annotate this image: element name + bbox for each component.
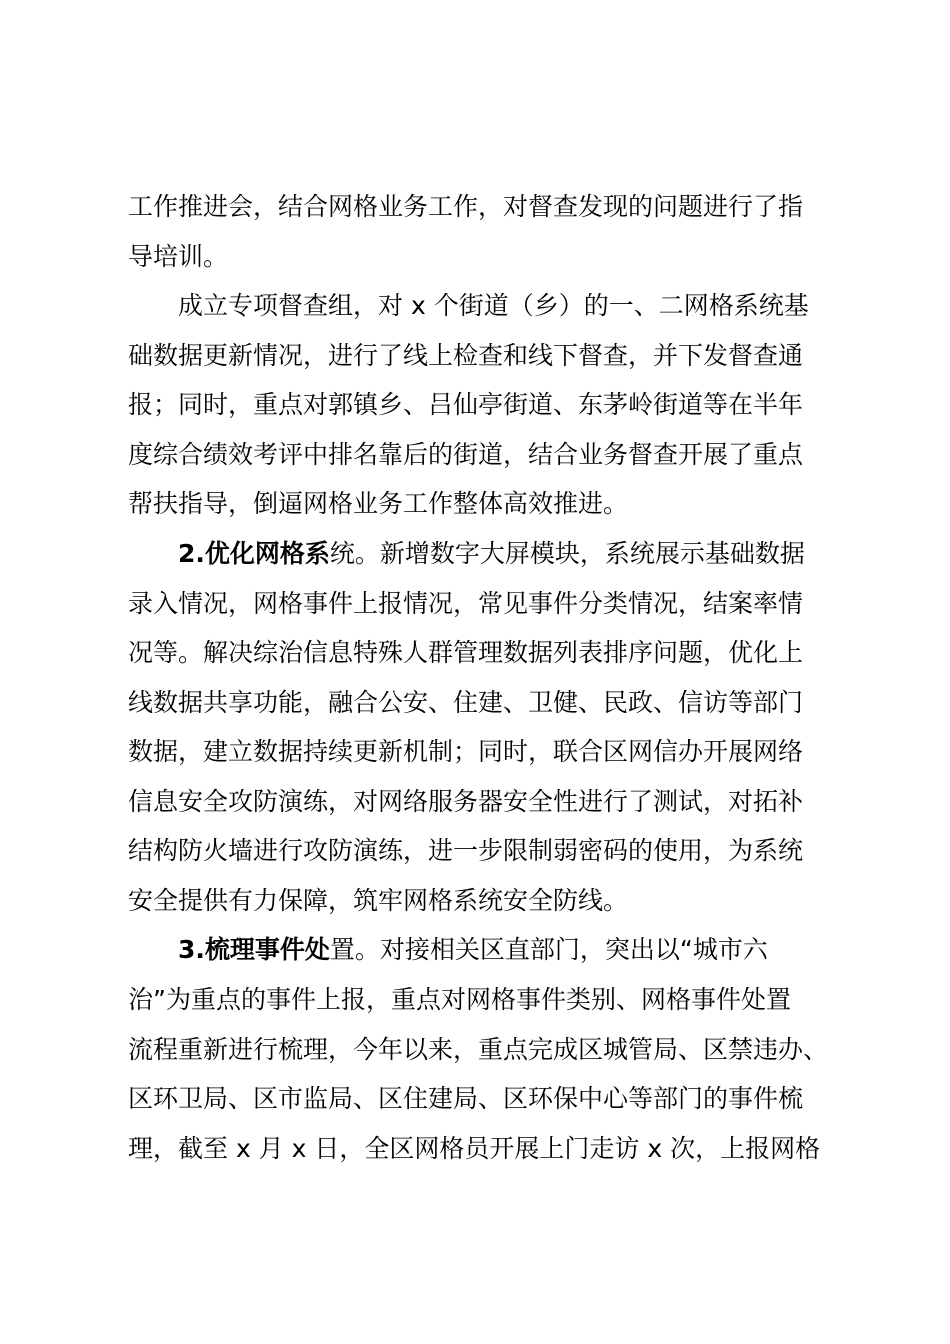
section-heading: 2.优化网格系 <box>178 539 330 568</box>
paragraph-line: 报；同时，重点对郭镇乡、吕仙亭街道、东茅岭街道等在半年 <box>128 390 804 419</box>
paragraph-line: 治”为重点的事件上报，重点对网格事件类别、网格事件处置 <box>128 985 791 1014</box>
paragraph-line: 安全提供有力保障，筑牢网格系统安全防线。 <box>128 886 629 915</box>
paragraph-line: 导培训。 <box>128 242 229 271</box>
paragraph-line: 信息安全攻防演练，对网络服务器安全性进行了测试，对拓补 <box>128 787 804 816</box>
paragraph-line: 成立专项督查组，对 x 个街道（乡）的一、二网格系统基 <box>178 291 809 320</box>
section-heading: 3.梳理事件处 <box>178 935 330 964</box>
paragraph-line: 结构防火墙进行攻防演练，进一步限制弱密码的使用，为系统 <box>128 836 804 865</box>
paragraph-line: 线数据共享功能，融合公安、住建、卫健、民政、信访等部门 <box>128 688 804 717</box>
paragraph-line: 区环卫局、区市监局、区住建局、区环保中心等部门的事件梳 <box>128 1084 804 1113</box>
paragraph-line: 况等。解决综治信息特殊人群管理数据列表排序问题，优化上 <box>128 638 804 667</box>
paragraph-line: 流程重新进行梳理，今年以来，重点完成区城管局、区禁违办、 <box>128 1035 829 1064</box>
paragraph-line: 度综合绩效考评中排名靠后的街道，结合业务督查开展了重点 <box>128 440 804 469</box>
paragraph-text: 置。对接相关区直部门，突出以“城市六 <box>329 935 768 964</box>
paragraph-line: 理，截至 x 月 x 日，全区网格员开展上门走访 x 次，上报网格 <box>128 1134 821 1163</box>
paragraph-line: 础数据更新情况，进行了线上检查和线下督查，并下发督查通 <box>128 341 804 370</box>
paragraph-text: 统。新增数字大屏模块，系统展示基础数据 <box>329 539 805 568</box>
paragraph-line: 录入情况，网格事件上报情况，常见事件分类情况，结案率情 <box>128 589 804 618</box>
paragraph-line <box>178 925 838 975</box>
paragraph-line <box>178 529 838 579</box>
paragraph-line: 帮扶指导，倒逼网格业务工作整体高效推进。 <box>128 489 629 518</box>
paragraph-line: 工作推进会，结合网格业务工作，对督查发现的问题进行了指 <box>128 192 804 221</box>
paragraph-line: 数据，建立数据持续更新机制；同时，联合区网信办开展网络 <box>128 737 804 766</box>
